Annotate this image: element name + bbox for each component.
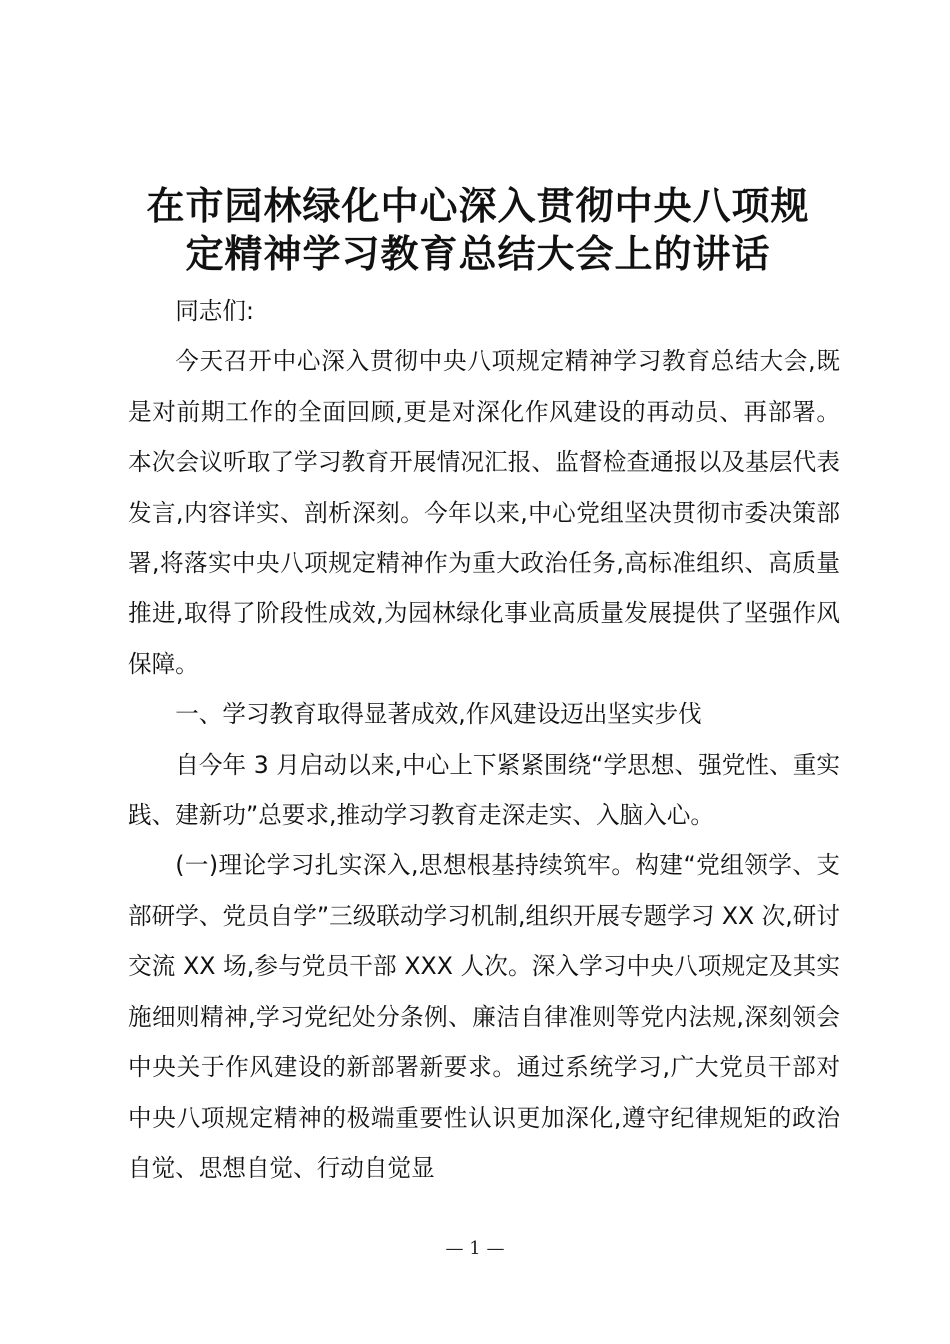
title-line-2: 定精神学习教育总结大会上的讲话 xyxy=(185,232,771,276)
document-title xyxy=(118,182,838,278)
paragraph-section-intro: 自今年 3 月启动以来,中心上下紧紧围绕“学思想、强党性、重实践、建新功”总要求,推动学习教育走深走实、入脑入心。 xyxy=(128,750,840,830)
salutation: 同志们: xyxy=(175,297,254,325)
document-body xyxy=(128,286,840,1193)
paragraph-subsection-1: (一)理论学习扎实深入,思想根基持续筑牢。构建“党组领学、支部研学、党员自学”三级联动学习机制,组织开展专题学习 XX 次,研讨交流 XX 场,参与党员干部 XXX 人次。深入学习中央八项规定及其实施细则精神,学习党纪处分条例、廉洁自律准则等党内法规,深刻领会中央关于作风建设的新部署新要求。通过系统学习,广大党员干部对中央八项规定精神的极端重要性认识更加深化,遵守纪律规矩的政治自觉、思想自觉、行动自觉显 xyxy=(128,851,840,1182)
page-number: — 1 — xyxy=(445,1238,505,1259)
title-line-1: 在市园林绿化中心深入贯彻中央八项规 xyxy=(146,184,810,228)
paragraph-intro: 今天召开中心深入贯彻中央八项规定精神学习教育总结大会,既是对前期工作的全面回顾,更是对深化作风建设的再动员、再部署。本次会议听取了学习教育开展情况汇报、监督检查通报以及基层代表发言,内容详实、剖析深刻。今年以来,中心党组坚决贯彻市委决策部署,将落实中央八项规定精神作为重大政治任务,高标准组织、高质量推进,取得了阶段性成效,为园林绿化事业高质量发展提供了坚强作风保障。 xyxy=(128,347,840,678)
section-heading-1: 一、学习教育取得显著成效,作风建设迈出坚实步伐 xyxy=(175,700,702,729)
